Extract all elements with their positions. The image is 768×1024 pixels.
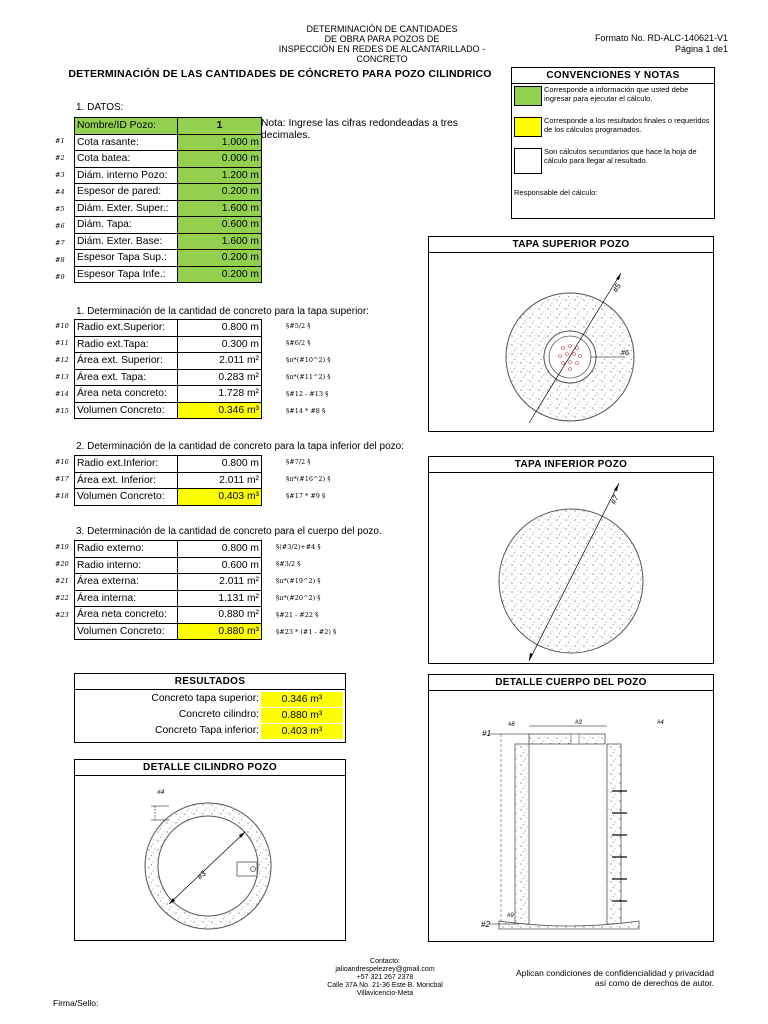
row-unit: m³ — [246, 625, 259, 637]
row-formula: §π*(#10^2) § — [286, 356, 331, 364]
row-label: Espesor de pared: — [75, 184, 178, 201]
row-unit: m² — [246, 355, 259, 367]
row-label: Volumen Concreto: — [75, 489, 178, 506]
value-cell — [178, 320, 262, 337]
row-label: Radio interno: — [75, 557, 178, 574]
color-swatch — [514, 117, 542, 137]
table-row — [75, 184, 262, 201]
row-unit: m — [250, 153, 259, 165]
row-number: #19 — [55, 543, 69, 551]
input-cell[interactable] — [178, 266, 262, 283]
row-value: 2.011 — [219, 576, 247, 588]
resultados-title: RESULTADOS — [75, 674, 345, 690]
row-number: #23 — [55, 611, 69, 619]
legal-line: así como de derechos de autor. — [594, 978, 714, 988]
label-3: #3 — [195, 868, 208, 882]
convention-item — [514, 86, 712, 114]
row-unit: m² — [246, 474, 259, 486]
tapa-inferior-table — [74, 455, 262, 506]
row-value[interactable]: 1.600 — [221, 235, 251, 247]
row-label: Radio externo: — [75, 541, 178, 558]
row-formula: §#3/2 § — [276, 560, 301, 568]
convenciones-title: CONVENCIONES Y NOTAS — [512, 68, 714, 84]
row-value[interactable]: 1 — [216, 120, 223, 132]
table-row — [75, 134, 262, 151]
row-unit: m — [250, 202, 259, 214]
row-unit: m — [250, 136, 259, 148]
label-4: #4 — [157, 789, 165, 796]
result-value: 0.346 m³ — [261, 692, 343, 707]
input-cell[interactable] — [178, 118, 262, 135]
row-value: 0.403 — [218, 491, 247, 503]
row-number: #20 — [55, 560, 69, 568]
table-row — [75, 541, 262, 558]
table-row — [75, 266, 262, 283]
row-value[interactable]: 0.600 — [221, 219, 251, 231]
row-label: Nombre/ID Pozo: — [75, 118, 178, 135]
table-row — [75, 217, 262, 234]
contact-city: Villavicencio-Meta — [356, 990, 414, 997]
figure-tapa-inferior — [428, 456, 714, 664]
row-unit: m² — [246, 388, 259, 400]
row-number: #1 — [55, 137, 65, 145]
row-label: Radio ext.Tapa: — [75, 336, 178, 353]
value-cell — [178, 472, 262, 489]
row-number: #13 — [55, 373, 69, 381]
table-row — [75, 623, 262, 640]
table-row — [75, 489, 262, 506]
row-value[interactable]: 0.200 — [221, 268, 251, 280]
label-6: #6 — [621, 350, 629, 357]
row-formula: §#7/2 § — [286, 458, 311, 466]
row-formula: §#17 * #9 § — [286, 492, 326, 500]
row-value: 0.346 — [218, 404, 247, 416]
figure-tapa-superior — [428, 236, 714, 432]
row-unit: m — [250, 543, 259, 555]
result-value: 0.880 m³ — [261, 708, 343, 723]
label-3: #3 — [575, 720, 582, 726]
row-unit: m² — [246, 592, 259, 604]
table-row — [75, 353, 262, 370]
row-number: #17 — [55, 475, 69, 483]
color-swatch — [514, 148, 542, 174]
row-unit: m — [250, 252, 259, 264]
row-number: #9 — [55, 273, 65, 281]
row-value: 1.131 — [218, 592, 247, 604]
table-row — [75, 151, 262, 168]
table-row — [75, 590, 262, 607]
row-value: 1.728 — [218, 388, 247, 400]
row-value: 2.011 — [219, 355, 247, 367]
table-row — [75, 557, 262, 574]
row-value[interactable]: 1.000 — [221, 136, 251, 148]
row-label: Área ext. Superior: — [75, 353, 178, 370]
convention-text: Corresponde a información que usted debe ingresar para ejecutar el cálculo. — [544, 85, 689, 103]
row-value: 2.011 — [219, 474, 247, 486]
row-label: Diám. Tapa: — [75, 217, 178, 234]
input-cell[interactable] — [178, 184, 262, 201]
row-unit: m — [250, 186, 259, 198]
label-4: #4 — [657, 720, 664, 726]
input-cell[interactable] — [178, 233, 262, 250]
row-number: #8 — [55, 256, 65, 264]
row-formula: §(#3/2)+#4 § — [276, 543, 321, 551]
row-number: #2 — [55, 154, 65, 162]
row-number: #5 — [55, 205, 65, 213]
row-unit: m³ — [246, 404, 259, 416]
row-label: Diám. Exter. Super.: — [75, 200, 178, 217]
row-value: 0.283 — [218, 371, 247, 383]
header-line: INSPECCIÓN EN REDES DE ALCANTARILLADO - — [278, 44, 486, 54]
value-cell — [178, 336, 262, 353]
table-row — [75, 369, 262, 386]
resultados-panel — [74, 673, 346, 743]
color-swatch — [514, 86, 542, 106]
row-value: 0.800 — [221, 543, 251, 555]
main-title: DETERMINACIÓN DE LAS CANTIDADES DE CÓNCRETO PARA POZO CILINDRICO — [68, 68, 492, 80]
figure-title: TAPA INFERIOR POZO — [429, 457, 713, 473]
row-label: Diám. interno Pozo: — [75, 167, 178, 184]
table-row — [75, 336, 262, 353]
row-formula: §#23 * (#1 - #2) § — [276, 628, 337, 636]
label-5: #5 — [610, 281, 623, 294]
contact-phone: +57 321 267 2378 — [356, 974, 414, 981]
label-8: #8 — [508, 722, 515, 728]
value-cell — [178, 402, 262, 419]
header-line: DE OBRA PARA POZOS DE — [324, 34, 440, 44]
row-label: Área interna: — [75, 590, 178, 607]
section-datos-title: 1. DATOS: — [76, 102, 124, 113]
label-2: #2 — [481, 920, 490, 929]
label-9: #9 — [507, 913, 514, 919]
row-number: #4 — [55, 188, 65, 196]
row-label: Área neta concreto: — [75, 386, 178, 403]
datos-note: Nota: Ingrese las cifras redondeadas a tres decimales. — [261, 118, 458, 141]
row-value: 0.800 — [221, 322, 251, 334]
label-1: #1 — [482, 729, 491, 738]
figure-title: DETALLE CUERPO DEL POZO — [429, 675, 713, 691]
row-formula: §#14 * #8 § — [286, 407, 326, 415]
row-value: 0.600 — [221, 559, 251, 571]
footer-legal — [470, 968, 714, 988]
row-formula: §#12 - #13 § — [286, 390, 329, 398]
result-row — [75, 708, 345, 723]
table-row — [75, 118, 262, 135]
input-cell[interactable] — [178, 151, 262, 168]
row-unit: m — [250, 169, 259, 181]
convenciones-panel — [511, 67, 715, 219]
format-number: Formato No. RD-ALC-140621-V1 — [594, 33, 728, 43]
figure-detalle-cilindro — [74, 759, 346, 941]
value-cell — [178, 574, 262, 591]
row-formula: §π*(#19^2) § — [276, 577, 321, 585]
row-label: Área neta concreto: — [75, 607, 178, 624]
value-cell — [178, 557, 262, 574]
row-value: 0.880 — [218, 625, 247, 637]
result-label: Concreto cilindro: — [178, 709, 259, 720]
row-label: Cota rasante: — [75, 134, 178, 151]
row-label: Espesor Tapa Sup.: — [75, 250, 178, 267]
convention-item — [514, 117, 712, 145]
table-row — [75, 386, 262, 403]
section-cuerpo-title: 3. Determinación de la cantidad de concreto para el cuerpo del pozo. — [76, 526, 382, 537]
row-unit: m — [250, 559, 259, 571]
convention-text: Son cálculos secundarios que hace la hoja de cálculo para llegar al resultado. — [544, 147, 697, 165]
row-unit: m — [250, 235, 259, 247]
row-formula: §#21 - #22 § — [276, 611, 319, 619]
cuerpo-table — [74, 540, 262, 640]
value-cell — [178, 369, 262, 386]
tapa-inferior-drawing — [429, 473, 713, 663]
table-row — [75, 250, 262, 267]
row-label: Radio ext.Inferior: — [75, 456, 178, 473]
value-cell — [178, 590, 262, 607]
row-number: #7 — [55, 239, 65, 247]
row-formula: §π*(#11^2) § — [286, 373, 331, 381]
row-label: Área ext. Inferior: — [75, 472, 178, 489]
row-number: #14 — [55, 390, 69, 398]
tapa-superior-drawing — [429, 253, 713, 431]
input-cell[interactable] — [178, 167, 262, 184]
detalle-cuerpo-drawing — [429, 691, 713, 941]
row-number: #21 — [55, 577, 69, 585]
value-cell — [178, 353, 262, 370]
row-formula: §π*(#20^2) § — [276, 594, 321, 602]
row-unit: m² — [246, 371, 259, 383]
row-unit: m — [250, 268, 259, 280]
value-cell — [178, 489, 262, 506]
header-center-title — [250, 24, 514, 64]
header-format-info — [540, 33, 728, 55]
convention-item — [514, 148, 712, 176]
row-value: 0.300 — [221, 338, 251, 350]
contact-line: Contacto: — [370, 958, 400, 965]
table-row — [75, 320, 262, 337]
header-line: CONCRETO — [356, 54, 408, 64]
figure-detalle-cuerpo — [428, 674, 714, 942]
row-number: #3 — [55, 171, 65, 179]
input-cell[interactable] — [178, 250, 262, 267]
table-row — [75, 402, 262, 419]
row-label: Radio ext.Superior: — [75, 320, 178, 337]
row-unit: m² — [246, 609, 259, 621]
row-number: #22 — [55, 594, 69, 602]
row-number: #15 — [55, 407, 69, 415]
value-cell — [178, 386, 262, 403]
row-number: #6 — [55, 222, 65, 230]
input-cell[interactable] — [178, 217, 262, 234]
contact-address: Calle 37A No. 21-36 Este B. Moricbal — [327, 982, 443, 989]
responsable-label: Responsable del cálculo: — [514, 188, 598, 197]
row-label: Diám. Exter. Base: — [75, 233, 178, 250]
row-label: Volumen Concreto: — [75, 402, 178, 419]
result-label: Concreto Tapa inferior: — [155, 725, 259, 736]
row-value: 0.800 — [221, 458, 251, 470]
row-label: Cota batea: — [75, 151, 178, 168]
row-formula: §#6/2 § — [286, 339, 311, 347]
section-tapa-superior-title: 1. Determinación de la cantidad de concreto para la tapa superior: — [76, 306, 369, 317]
legal-line: Aplican condiciones de confidencialidad y privacidad — [516, 968, 714, 978]
header-line: DETERMINACIÓN DE CANTIDADES — [306, 24, 458, 34]
convention-text: Corresponde a los resultados finales o requeridos de los cálculos programados. — [544, 116, 710, 134]
table-row — [75, 167, 262, 184]
table-row — [75, 233, 262, 250]
input-cell[interactable] — [178, 134, 262, 151]
input-cell[interactable] — [178, 200, 262, 217]
tapa-superior-table — [74, 319, 262, 419]
row-value[interactable]: 0.000 — [221, 153, 251, 165]
result-value: 0.403 m³ — [261, 724, 343, 739]
row-label: Área ext. Tapa: — [75, 369, 178, 386]
row-formula: §#5/2 § — [286, 322, 311, 330]
table-row — [75, 472, 262, 489]
value-cell — [178, 456, 262, 473]
row-unit: m — [250, 219, 259, 231]
row-value[interactable]: 0.200 — [221, 186, 251, 198]
firma-label: Firma/Sello: — [53, 998, 99, 1008]
value-cell — [178, 541, 262, 558]
figure-title: DETALLE CILINDRO POZO — [75, 760, 345, 776]
row-label: Área externa: — [75, 574, 178, 591]
value-cell — [178, 623, 262, 640]
row-number: #10 — [55, 322, 69, 330]
row-unit: m — [250, 322, 259, 334]
label-7: #7 — [608, 493, 621, 506]
datos-table — [74, 117, 262, 283]
value-cell — [178, 607, 262, 624]
row-unit: m³ — [246, 491, 259, 503]
row-number: #16 — [55, 458, 69, 466]
row-unit: m — [250, 338, 259, 350]
row-number: #12 — [55, 356, 69, 364]
row-value[interactable]: 1.200 — [221, 169, 251, 181]
row-number: #18 — [55, 492, 69, 500]
row-value: 0.880 — [218, 609, 247, 621]
table-row — [75, 607, 262, 624]
section-tapa-inferior-title: 2. Determinación de la cantidad de concreto para la tapa inferior del pozo: — [76, 441, 404, 452]
page-number: Página 1 de1 — [674, 44, 728, 54]
row-formula: §π*(#16^2) § — [286, 475, 331, 483]
result-row — [75, 692, 345, 707]
footer-contact — [300, 958, 470, 998]
table-row — [75, 574, 262, 591]
row-value[interactable]: 0.200 — [221, 252, 251, 264]
row-unit: m² — [246, 576, 259, 588]
result-row — [75, 724, 345, 739]
row-label: Espesor Tapa Infe.: — [75, 266, 178, 283]
table-row — [75, 200, 262, 217]
row-value[interactable]: 1.600 — [221, 202, 251, 214]
row-label: Volumen Concreto: — [75, 623, 178, 640]
figure-title: TAPA SUPERIOR POZO — [429, 237, 713, 253]
result-label: Concreto tapa superior: — [151, 693, 259, 704]
table-row — [75, 456, 262, 473]
row-number: #11 — [55, 339, 69, 347]
detalle-cilindro-drawing — [75, 776, 345, 940]
row-unit: m — [250, 458, 259, 470]
contact-email: jalioandrespelezrey@gmail.com — [335, 966, 435, 973]
